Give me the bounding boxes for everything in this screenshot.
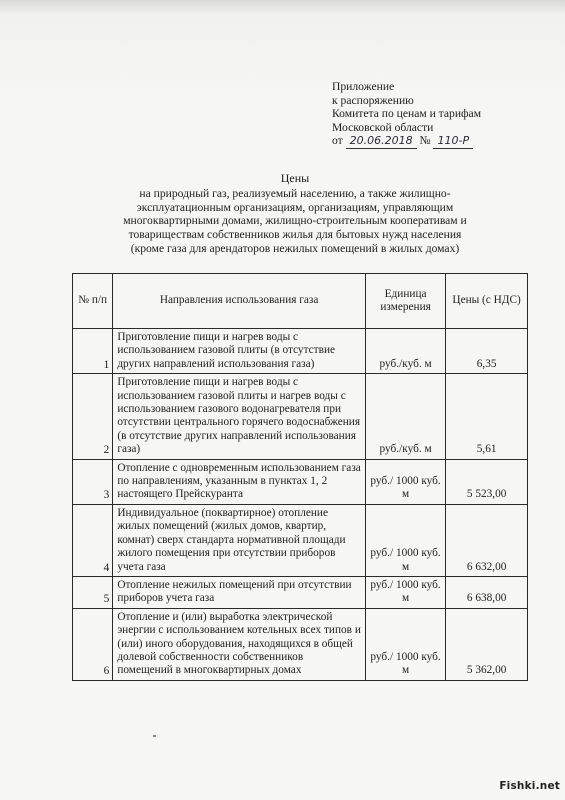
row-unit: руб./ 1000 куб. м [365, 576, 445, 608]
row-price: 5 362,00 [446, 608, 528, 680]
annex-date-line [332, 134, 481, 149]
row-price: 5,61 [446, 374, 528, 459]
row-num: 6 [73, 608, 113, 680]
row-num: 4 [73, 504, 113, 576]
title-head: Цены [280, 171, 310, 185]
row-price: 6,35 [446, 329, 528, 374]
row-price: 6 632,00 [446, 504, 528, 576]
row-unit: руб./куб. м [365, 329, 445, 374]
row-unit: руб./ 1000 куб. м [365, 608, 445, 680]
handwritten-number: 110-Р [433, 134, 473, 149]
header-price: Цены (с НДС) [446, 274, 528, 329]
title-line: товариществам собственников жилья для бытовых нужд населения [128, 228, 462, 242]
annex-line: Комитета по ценам и тарифам [332, 107, 482, 121]
row-num: 5 [73, 576, 113, 608]
table-row [73, 576, 528, 608]
table-header-row [73, 274, 528, 329]
annex-line: Приложение [332, 80, 395, 93]
row-num: 3 [73, 459, 113, 504]
row-unit: руб./куб. м [365, 374, 445, 459]
document-title [80, 172, 510, 256]
from-label: от [332, 134, 343, 148]
annex-line: Московской области [332, 120, 434, 134]
row-direction: Индивидуальное (поквартирное) отопление жилых помещений (жилых домов, квартир, комнат) сверх стандарта нормативной площади жилого помещения при отсутствии приборов учета газа [113, 504, 366, 576]
row-price: 5 523,00 [446, 459, 528, 504]
header-unit: Единица измерения [365, 274, 445, 329]
title-line: на природный газ, реализуемый населению, а также жилищно- [139, 186, 451, 200]
table-row [73, 504, 528, 576]
title-line: (кроме газа для арендаторов нежилых помещений в жилых домах) [130, 241, 460, 255]
table-row [73, 329, 528, 374]
handwritten-date: 20.06.2018 [346, 134, 417, 149]
table-row [73, 459, 528, 504]
watermark: Fishki.net [499, 780, 560, 792]
annex-line: к распоряжению [332, 93, 414, 107]
table-row [73, 608, 528, 680]
title-line: эксплуатационным организациям, организациям, управляющим [136, 200, 454, 214]
row-unit: руб./ 1000 куб. м [365, 504, 445, 576]
row-num: 1 [73, 329, 113, 374]
annex-block [332, 80, 481, 149]
row-direction: Отопление с одновременным использованием газа по направлениям, указанным в пунктах 1, 2 настоящего Прейскуранта [113, 459, 366, 504]
row-unit: руб./ 1000 куб. м [365, 459, 445, 504]
row-direction: Приготовление пищи и нагрев воды с использованием газовой плиты и нагрев воды с использованием газового водонагревателя при отсутствии центрального горячего водоснабжения (в отсутствие других направлений использования газа) [113, 374, 366, 459]
scan-shadow [0, 0, 565, 14]
row-price: 6 638,00 [446, 576, 528, 608]
row-direction: Отопление нежилых помещений при отсутствии приборов учета газа [113, 576, 366, 608]
header-num: № п/п [73, 274, 113, 329]
header-direction: Направления использования газа [113, 274, 366, 329]
title-line: многоквартирными домами, жилищно-строительным кооперативам и [123, 214, 467, 228]
number-label: № [419, 134, 431, 148]
row-direction: Отопление и (или) выработка электрической энергии с использованием котельных всех типов и (или) иного оборудования, находящихся в общей долевой собственности собственников помещений в многоквартирных домах [113, 608, 366, 680]
row-num: 2 [73, 374, 113, 459]
table-row [73, 374, 528, 459]
price-table [72, 273, 528, 681]
row-direction: Приготовление пищи и нагрев воды с использованием газовой плиты (в отсутствие других направлений использования газа) [113, 329, 366, 374]
scan-speck [153, 735, 156, 737]
